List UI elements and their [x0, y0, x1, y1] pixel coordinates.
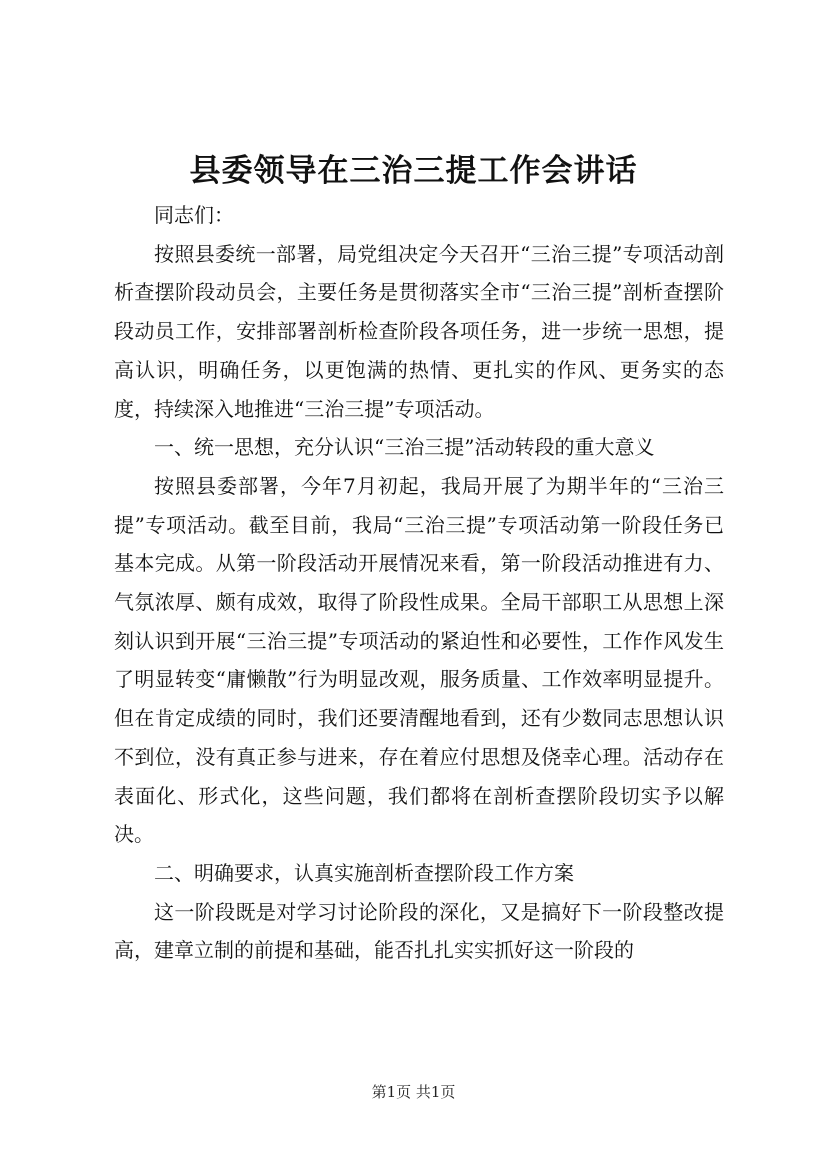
section-heading-1: 一、统一思想，充分认识“三治三提”活动转段的重大意义: [154, 435, 655, 460]
section-heading-2: 二、明确要求，认真实施剖析查摆阶段工作方案: [154, 860, 574, 885]
page-number-footer: 第1页 共1页: [371, 1083, 456, 1101]
document-title: 县委领导在三治三提工作会讲话: [189, 153, 638, 189]
section-2-paragraph: 这一阶段既是对学习讨论阶段的深化，又是搞好下一阶段整改提高，建章立制的前提和基础，能否扎扎实实抓好这一阶段的: [114, 899, 724, 963]
section-1-paragraph: 按照县委部署，今年7月初起，我局开展了为期半年的“三治三提”专项活动。截至目前，我局“三治三提”专项活动第一阶段任务已基本完成。从第一阶段活动开展情况来看，第一阶段活动推进有力、气氛浓厚、颇有成效，取得了阶段性成果。全局干部职工从思想上深刻认识到开展“三治三提”专项活动的紧迫性和必要性，工作作风发生了明显转变“庸懒散”行为明显改观，服务质量、工作效率明显提升。但在肯定成绩的同时，我们还要清醒地看到，还有少数同志思想认识不到位，没有真正参与进来，存在着应付思想及侥幸心理。活动存在表面化、形式化，这些问题，我们都将在剖析查摆阶段切实予以解决。: [114, 473, 724, 847]
intro-paragraph: 按照县委统一部署，局党组决定今天召开“三治三提”专项活动剖析查摆阶段动员会，主要任务是贯彻落实全市“三治三提”剖析查摆阶段动员工作，安排部署剖析检查阶段各项任务，进一步统一思想，提高认识，明确任务，以更饱满的热情、更扎实的作风、更务实的态度，持续深入地推进“三治三提”专项活动。: [114, 241, 724, 421]
document-body: [114, 196, 724, 970]
salutation-paragraph: 同志们：: [154, 203, 234, 227]
